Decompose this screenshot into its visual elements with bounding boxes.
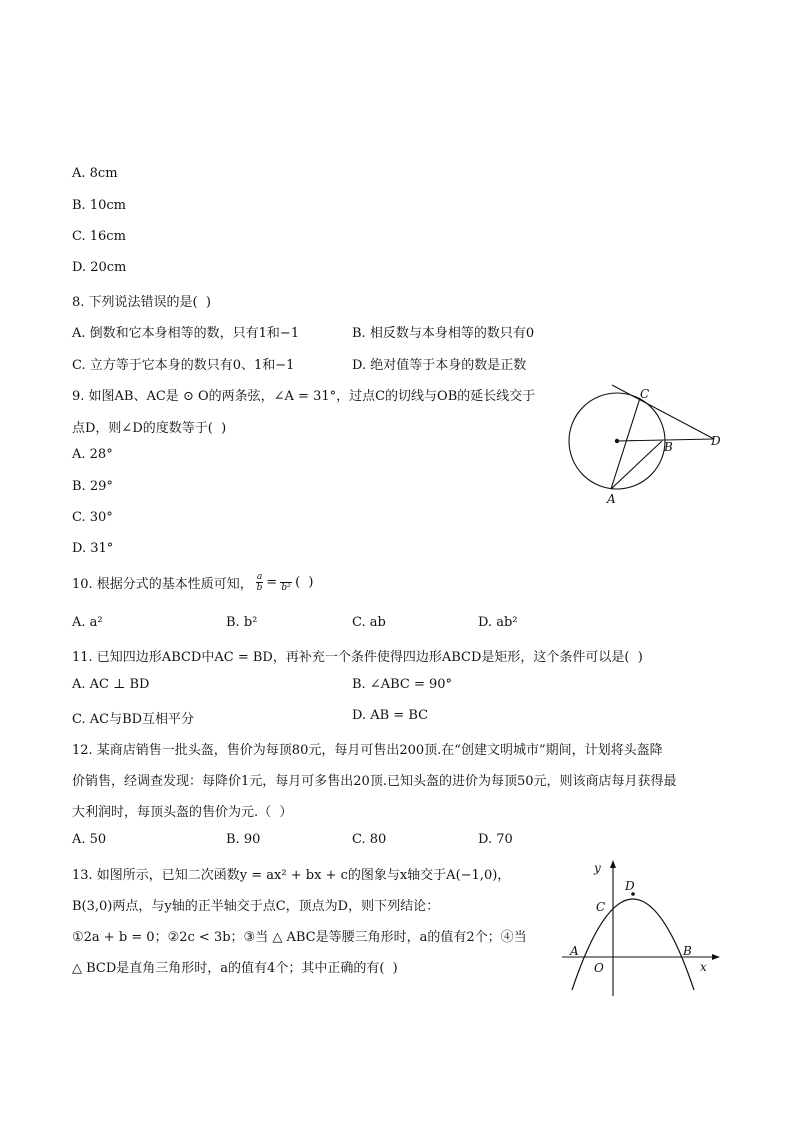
frac-denominator-b2: b²	[281, 582, 291, 593]
q11-option-d: D. AB = BC	[352, 708, 429, 723]
q11-option-b: B. ∠ABC = 90°	[352, 677, 453, 692]
x-axis-arrow	[712, 954, 720, 960]
q13-stem-line2: B(3,0)两点，与y轴的正半轴交于点C，顶点为D，则下列结论：	[72, 899, 440, 914]
q9-option-d: D. 31°	[72, 541, 114, 556]
parabola-curve	[572, 899, 694, 990]
q11-option-a: A. AC ⊥ BD	[72, 677, 150, 692]
equals-sign: =	[266, 575, 278, 590]
q13-stem-line1: 13. 如图所示，已知二次函数y = ax² + bx + c的图象与x轴交于A(−1,0)，	[72, 868, 511, 883]
label-b: B	[683, 944, 692, 958]
q12-option-d: D. 70	[478, 832, 513, 847]
q8-option-a: A. 倒数和它本身相等的数，只有1和−1	[72, 326, 300, 341]
q10-option-a: A. a²	[72, 615, 103, 630]
q10-option-d: D. ab²	[478, 615, 518, 630]
q12-stem-line1: 12. 某商店销售一批头盔，售价为每顶80元，每月可售出200顶.在“创建文明城市”期间，计划将头盔降	[72, 743, 663, 758]
q7-option-b: B. 10cm	[72, 198, 126, 213]
fraction-blank-over-b2	[280, 573, 292, 593]
q11-stem: 11. 已知四边形ABCD中AC = BD，再补充一个条件使得四边形ABCD是矩形，这个条件可以是( )	[72, 650, 643, 665]
q12-option-a: A. 50	[72, 832, 107, 847]
q8-option-b: B. 相反数与本身相等的数只有0	[352, 326, 535, 341]
q11-option-c: C. AC与BD互相平分	[72, 712, 195, 727]
q9-option-c: C. 30°	[72, 510, 113, 525]
label-c: C	[596, 900, 606, 914]
q7-option-a: A. 8cm	[72, 166, 118, 181]
q10-option-b: B. b²	[226, 615, 258, 630]
label-d: D	[625, 879, 635, 893]
q10-stem-text: 10. 根据分式的基本性质可知，	[72, 577, 253, 592]
q10-stem	[72, 572, 314, 593]
tangent-cd	[612, 385, 714, 439]
q9-circle-figure	[560, 385, 730, 510]
label-c: C	[640, 387, 650, 401]
fraction-a-over-b	[256, 572, 263, 593]
q10-paren: ( )	[295, 575, 314, 590]
q12-option-c: C. 80	[352, 832, 387, 847]
q8-stem: 8. 下列说法错误的是( )	[72, 295, 211, 310]
q8-option-c: C. 立方等于它本身的数只有0、1和−1	[72, 358, 295, 373]
label-x: x	[700, 960, 707, 974]
label-y: y	[594, 861, 601, 875]
frac-denominator: b	[256, 583, 263, 593]
label-d: D	[711, 434, 721, 448]
q12-stem-line3: 大利润时，每顶头盔的售价为元.（ ）	[72, 805, 293, 820]
q12-stem-line2: 价销售，经调查发现：每降价1元，每月可多售出20顶.已知头盔的进价为每顶50元，则该商店每月获得最	[72, 774, 677, 789]
frac-numerator: a	[256, 572, 263, 582]
frac-blank-numerator	[280, 573, 292, 583]
label-b: B	[664, 440, 673, 454]
q9-option-b: B. 29°	[72, 479, 113, 494]
label-a: A	[570, 944, 579, 958]
q7-option-c: C. 16cm	[72, 229, 126, 244]
y-axis-arrow	[610, 860, 616, 868]
label-o: O	[594, 961, 604, 975]
q9-stem-line1: 9. 如图AB、AC是 ⊙ O的两条弦，∠A = 31°，过点C的切线与OB的延长线交于	[72, 389, 536, 404]
q10-option-c: C. ab	[352, 615, 386, 630]
q12-option-b: B. 90	[226, 832, 261, 847]
q9-stem-line2: 点D，则∠D的度数等于( )	[72, 421, 227, 436]
q7-option-d: D. 20cm	[72, 260, 127, 275]
q13-stem-line3: ①2a + b = 0；②2c < 3b；③当 △ ABC是等腰三角形时，a的值有2个；④当	[72, 930, 527, 945]
q8-option-d: D. 绝对值等于本身的数是正数	[352, 358, 527, 373]
q13-stem-line4: △ BCD是直角三角形时，a的值有4个；其中正确的有( )	[72, 961, 398, 976]
label-a: A	[607, 492, 616, 506]
q13-parabola-figure	[558, 858, 728, 998]
q9-option-a: A. 28°	[72, 447, 113, 462]
